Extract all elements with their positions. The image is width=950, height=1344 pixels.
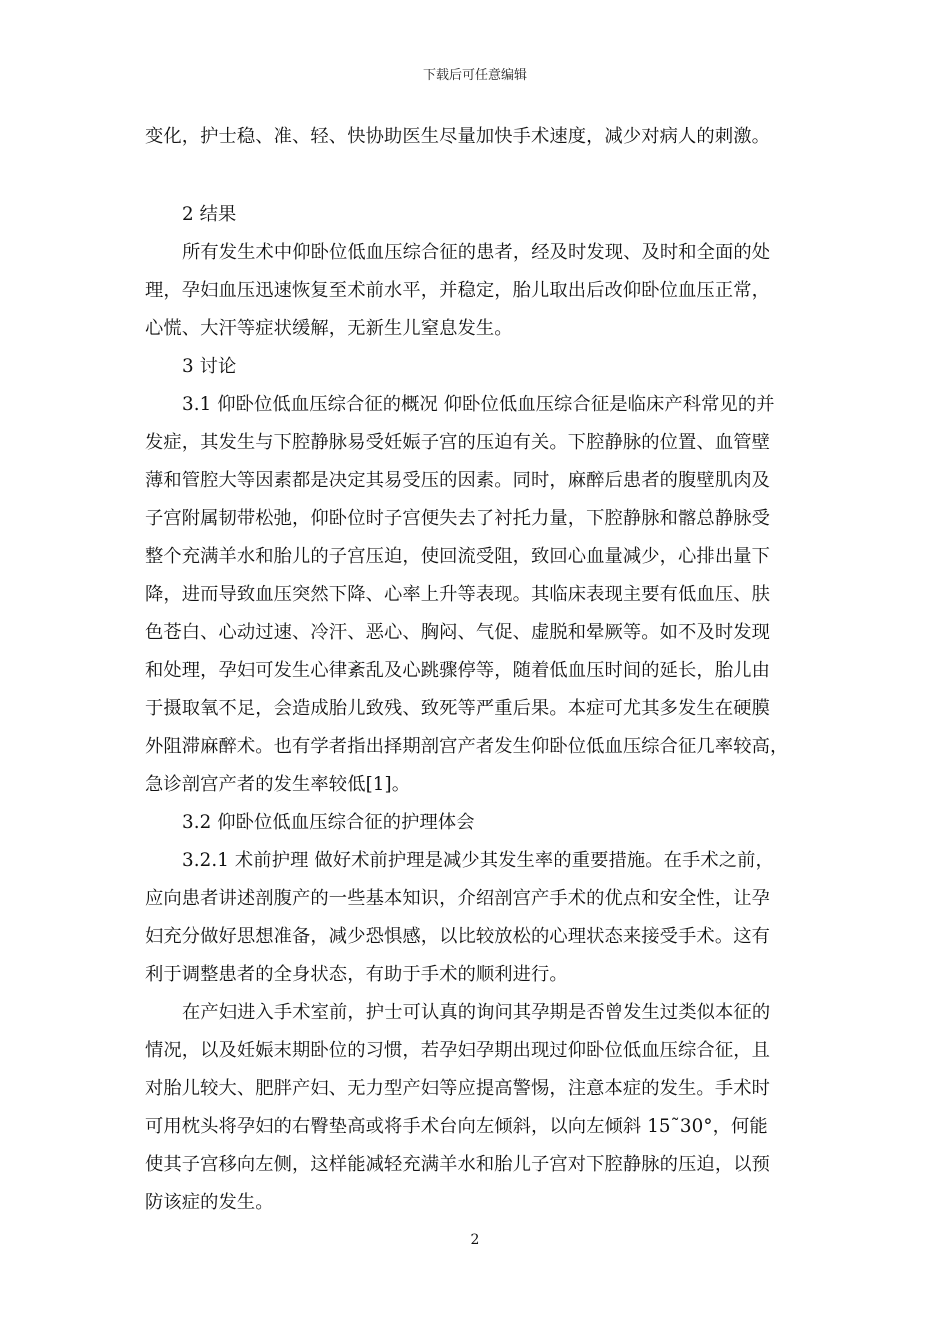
text-line: 急诊剖宫产者的发生率较低[1]。 bbox=[145, 774, 411, 795]
page-header: 下载后可任意编辑 bbox=[422, 68, 527, 83]
text-line: 发症，其发生与下腔静脉易受妊娠子宫的压迫有关。下腔静脉的位置、血管壁 bbox=[145, 432, 770, 453]
text-line: 色苍白、心动过速、冷汗、恶心、胸闷、气促、虚脱和晕厥等。如不及时发现 bbox=[145, 622, 770, 643]
text-line: 情况，以及妊娠末期卧位的习惯，若孕妇孕期出现过仰卧位低血压综合征，且 bbox=[145, 1040, 770, 1061]
text-line: 变化，护士稳、准、轻、快协助医生尽量加快手术速度，减少对病人的刺激。 bbox=[145, 126, 770, 147]
text-line: 对胎儿较大、肥胖产妇、无力型产妇等应提高警惕，注意本症的发生。手术时 bbox=[145, 1078, 770, 1099]
text-line: 整个充满羊水和胎儿的子宫压迫，使回流受阻，致回心血量减少，心排出量下 bbox=[145, 546, 770, 567]
text-line: 薄和管腔大等因素都是决定其易受压的因素。同时，麻醉后患者的腹壁肌肉及 bbox=[145, 470, 770, 491]
text-line: 可用枕头将孕妇的右臀垫高或将手术台向左倾斜，以向左倾斜 15˜30°，何能 bbox=[145, 1116, 768, 1137]
text-line: 和处理，孕妇可发生心律紊乱及心跳骤停等，随着低血压时间的延长，胎儿由 bbox=[145, 660, 770, 681]
text-line: 降，进而导致血压突然下降、心率上升等表现。其临床表现主要有低血压、肤 bbox=[145, 584, 770, 605]
section-heading-discussion: 3 讨论 bbox=[182, 356, 237, 377]
text-line: 妇充分做好思想准备，减少恐惧感，以比较放松的心理状态来接受手术。这有 bbox=[145, 926, 770, 947]
text-line: 子宫附属韧带松弛，仰卧位时子宫便失去了衬托力量，下腔静脉和髂总静脉受 bbox=[145, 508, 770, 529]
text-line: 3.1 仰卧位低血压综合征的概况 仰卧位低血压综合征是临床产科常见的并 bbox=[182, 394, 775, 415]
text-line: 于摄取氧不足，会造成胎儿致残、致死等严重后果。本症可尤其多发生在硬膜 bbox=[145, 698, 770, 719]
section-heading-results: 2 结果 bbox=[182, 204, 237, 225]
text-line: 在产妇进入手术室前，护士可认真的询问其孕期是否曾发生过类似本征的 bbox=[182, 1002, 771, 1023]
text-line: 利于调整患者的全身状态，有助于手术的顺利进行。 bbox=[145, 964, 568, 985]
text-line: 防该症的发生。 bbox=[145, 1192, 274, 1213]
text-line: 所有发生术中仰卧位低血压综合征的患者，经及时发现、及时和全面的处 bbox=[182, 242, 771, 263]
section-heading-nursing: 3.2 仰卧位低血压综合征的护理体会 bbox=[182, 812, 475, 833]
page-number: 2 bbox=[470, 1232, 480, 1248]
text-line: 心慌、大汗等症状缓解，无新生儿窒息发生。 bbox=[145, 318, 513, 339]
text-line: 外阻滞麻醉术。也有学者指出择期剖宫产者发生仰卧位低血压综合征几率较高， bbox=[145, 736, 789, 757]
text-line: 3.2.1 术前护理 做好术前护理是减少其发生率的重要措施。在手术之前， bbox=[182, 850, 774, 871]
text-line: 应向患者讲述剖腹产的一些基本知识，介绍剖宫产手术的优点和安全性，让孕 bbox=[145, 888, 770, 909]
text-line: 理，孕妇血压迅速恢复至术前水平，并稳定，胎儿取出后改仰卧位血压正常， bbox=[145, 280, 770, 301]
text-line: 使其子宫移向左侧，这样能减轻充满羊水和胎儿子宫对下腔静脉的压迫，以预 bbox=[145, 1154, 770, 1175]
